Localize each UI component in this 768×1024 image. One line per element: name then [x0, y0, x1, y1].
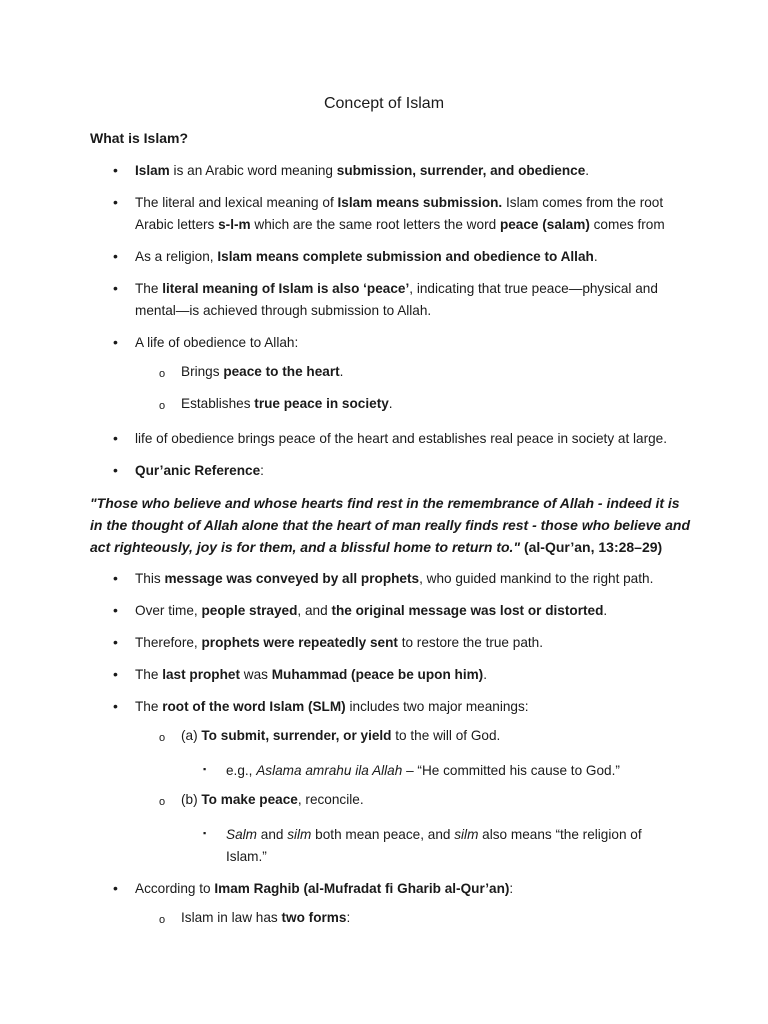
subsub-bullet-marker: ▪ [203, 764, 207, 774]
bullet-marker: • [113, 462, 118, 478]
sub-bullet-marker: o [159, 368, 166, 380]
bullet-marker: • [113, 880, 118, 896]
list-item: life of obedience brings peace of the heart and establishes real peace in society at large. [135, 431, 668, 446]
bullet-marker: • [113, 698, 118, 714]
sub-list-item: (b) To make peace, reconcile. [181, 792, 364, 807]
page-title: Concept of Islam [323, 95, 445, 112]
bullet-marker: • [113, 602, 118, 618]
sub-list-item: Establishes true peace in society. [181, 396, 393, 411]
bullet-marker: • [113, 280, 118, 296]
list-item: A life of obedience to Allah: [135, 335, 299, 350]
bullet-marker: • [113, 666, 118, 682]
bullet-marker: • [113, 162, 118, 178]
sub-bullet-marker: o [159, 914, 166, 926]
subsub-bullet-marker: ▪ [203, 828, 207, 838]
bullet-marker: • [113, 570, 118, 586]
list-item: According to Imam Raghib (al-Mufradat fi Gharib al-Qur’an): [135, 881, 514, 896]
bullet-marker: • [113, 334, 118, 350]
sub-bullet-marker: o [159, 732, 166, 744]
bullet-marker: • [113, 248, 118, 264]
quran-quote: "Those who believe and whose hearts find rest in the remembrance of Allah - indeed it is in the thought of Allah alone that the heart of man really finds rest - those who believe and act righteously, joy is for them, and a blissful home to return to." (al-Qur’an, 13:28–29) [90, 495, 690, 555]
list-item: The root of the word Islam (SLM) includes two major meanings: [135, 699, 529, 714]
sub-bullet-marker: o [159, 796, 166, 808]
sub-list-item: (a) To submit, surrender, or yield to the will of God. [181, 728, 501, 743]
subsub-list-item: Salm and silm both mean peace, and silm also means “the religion of Islam.” [226, 827, 642, 864]
section-heading: What is Islam? [90, 130, 189, 146]
list-item: The last prophet was Muhammad (peace be upon him). [135, 667, 487, 682]
bullet-marker: • [113, 430, 118, 446]
sub-list-item: Islam in law has two forms: [181, 910, 351, 925]
bullet-marker: • [113, 194, 118, 210]
list-item: Over time, people strayed, and the original message was lost or distorted. [135, 603, 608, 618]
sub-bullet-marker: o [159, 400, 166, 412]
list-item: As a religion, Islam means complete submission and obedience to Allah. [135, 249, 598, 264]
bullet-marker: • [113, 634, 118, 650]
subsub-list-item: e.g., Aslama amrahu ila Allah – “He committed his cause to God.” [226, 763, 620, 778]
list-item: Islam is an Arabic word meaning submission, surrender, and obedience. [135, 163, 590, 178]
list-item: The literal and lexical meaning of Islam means submission. Islam comes from the root Arabic letters s-l-m which are the same root letters the word peace (salam) comes from [135, 195, 665, 232]
sub-list-item: Brings peace to the heart. [181, 364, 344, 379]
list-item: This message was conveyed by all prophets, who guided mankind to the right path. [135, 571, 654, 586]
list-item: Therefore, prophets were repeatedly sent to restore the true path. [135, 635, 544, 650]
list-item: Qur’anic Reference: [135, 463, 264, 478]
list-item: The literal meaning of Islam is also ‘peace’, indicating that true peace—physical and mental—is achieved through submission to Allah. [135, 281, 658, 318]
